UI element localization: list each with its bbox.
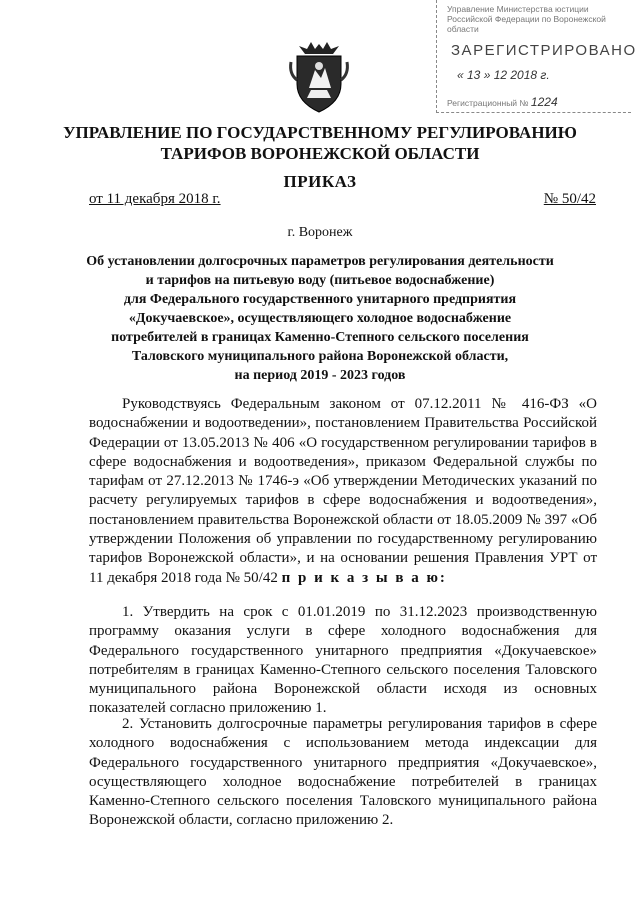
preamble-paragraph xyxy=(89,395,597,588)
stamp-number: 1224 xyxy=(530,95,558,109)
item-1-paragraph xyxy=(89,603,597,719)
order-date: от 11 декабря 2018 г. xyxy=(89,191,221,207)
subject-line: Таловского муниципального района Воронежской области, xyxy=(131,349,509,364)
stamp-number-row xyxy=(447,95,558,109)
item-2-paragraph xyxy=(89,715,597,831)
stamp-registered: ЗАРЕГИСТРИРОВАНО xyxy=(451,42,637,59)
preamble-text: Руководствуясь Федеральным законом от 07.12.2011 № 416-ФЗ «О водоснабжении и водоотведении», постановлением Правительства Российской Федерации от 13.05.2013 № 406 «О государственном регулировании тарифов в сфере водоснабжения и водоотведения», приказом Федеральной службы по тарифам от 27.12.2013 № 1746-э «Об утверждении Методических указаний по расчету регулируемых тарифов в сфере водоснабжения и водоотведения», постановлением правительства Воронежской области от 18.05.2009 № 397 «Об утверждении Положения об управлении по государственному регулированию тарифов Воронежской области», и на основании решения Правления УРТ от 11 декабря 2018 года № 50/42 xyxy=(89,396,597,586)
stamp-number-label: Регистрационный № xyxy=(447,98,529,108)
subject-line: Об установлении долгосрочных параметров регулирования деятельности xyxy=(86,254,554,269)
item-2-text: 2. Установить долгосрочные параметры регулирования тарифов в сфере холодного водоснабжения с использованием метода индексации для Федерального государственного унитарного предприятия «Докучаевское», осуществляющего холодное водоснабжение потребителей в границах Каменно-Степного сельского поселения Таловского муниципального района Воронежской области, согласно приложению 2. xyxy=(89,716,597,829)
stamp-date: « 13 » 12 2018 г. xyxy=(457,68,550,82)
subject-line: потребителей в границах Каменно-Степного сельского поселения xyxy=(111,330,529,345)
stamp-header: Управление Министерства юстиции Российской Федерации по Воронежской области xyxy=(447,4,606,34)
order-number: № 50/42 xyxy=(543,191,596,207)
organization-name xyxy=(40,122,600,164)
order-word: п р и к а з ы в а ю: xyxy=(281,569,447,586)
coat-of-arms-icon xyxy=(287,40,351,114)
item-1-text: 1. Утвердить на срок с 01.01.2019 по 31.12.2023 производственную программу оказания услуги в сфере холодного водоснабжения для Федерального государственного унитарного предприятия «Докучаевское» потребителям в границах Каменно-Степного сельского поселения Таловского муниципального района Воронежской области исходя из основных показателей согласно приложению 1. xyxy=(89,604,597,717)
subject-line: и тарифов на питьевую воду (питьевое водоснабжение) xyxy=(145,273,495,288)
subject-line: «Докучаевское», осуществляющего холодное водоснабжение xyxy=(128,311,512,326)
city: г. Воронеж xyxy=(287,225,353,240)
document-type: ПРИКАЗ xyxy=(283,172,357,191)
org-line-1: УПРАВЛЕНИЕ ПО ГОСУДАРСТВЕННОМУ РЕГУЛИРОВАНИЮ xyxy=(63,123,577,142)
order-subject xyxy=(80,252,560,385)
org-line-2: ТАРИФОВ ВОРОНЕЖСКОЙ ОБЛАСТИ xyxy=(160,144,480,163)
subject-line: на период 2019 - 2023 годов xyxy=(234,368,406,383)
registration-stamp xyxy=(436,0,637,113)
subject-line: для Федерального государственного унитарного предприятия xyxy=(123,292,517,307)
